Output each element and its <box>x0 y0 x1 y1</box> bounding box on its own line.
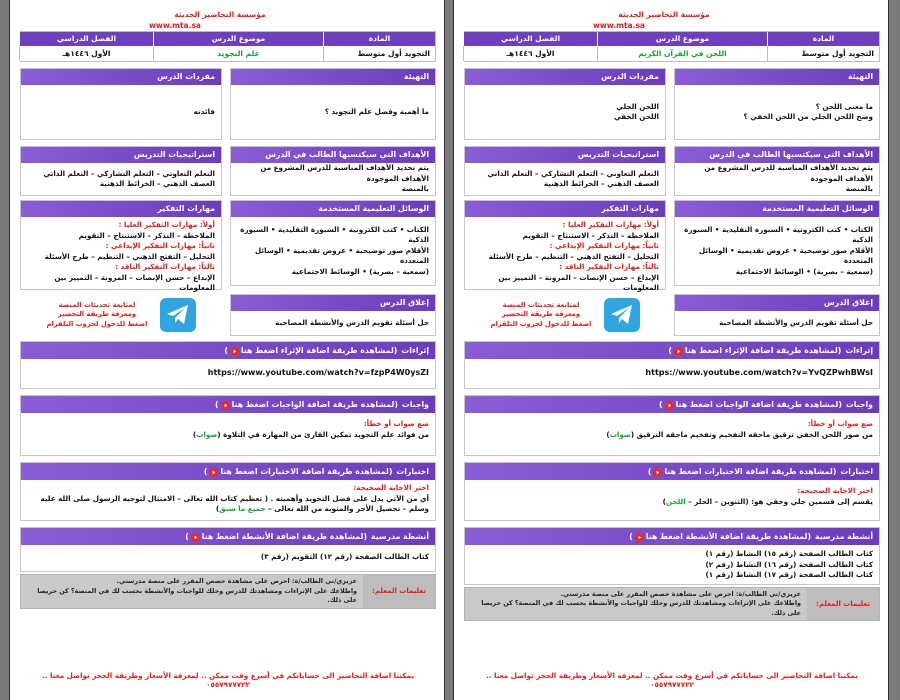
enrichment-section <box>20 341 436 389</box>
tests-answer: جميع ما سبق <box>219 504 266 513</box>
telegram-text[interactable] <box>46 301 147 330</box>
tests-section <box>20 462 436 521</box>
term-value: الأول ١٤٤٦هـ <box>19 46 153 61</box>
strategies-box <box>464 146 666 196</box>
media-content <box>231 217 435 285</box>
activity-line: كتاب الطالب الصفحة (رقم ١٦) النشاط (رقم ٢) <box>705 559 873 569</box>
thinking-group-text: التحليل – التفتح الذهني – التنظيم – طرح الأسئلة <box>44 251 215 261</box>
thinking-group-text: الملاحظة – التذكر – الاستنتاج – التقويم <box>522 230 659 240</box>
strategies-title: استراتيجيات التدريس <box>465 147 665 163</box>
vocab-title: مفردات الدرس <box>465 69 665 85</box>
wide-sections <box>20 341 436 609</box>
activities-howto-link[interactable]: (لمشاهدة طريقة اضافة الأنشطة اضغط هنا <box>201 532 368 541</box>
activities-section <box>464 527 880 585</box>
media-line: الكتاب • كتب الكترونية • السبورة التقليدية • السبورة الذكية <box>684 224 873 245</box>
tests-label: اختر الاجابة الصحيحة: <box>353 483 429 492</box>
thinking-group-text: الإبداع – حسن الإنصات – المرونة – التمييز بين المعلومات <box>498 272 659 292</box>
term-header: الفصل الدراسي <box>463 32 597 46</box>
vocab-content <box>21 85 221 139</box>
closing-text: حل أسئلة تقويم الدرس والأنشطة المصاحبة <box>719 317 873 327</box>
youtube-play-icon[interactable] <box>230 347 239 356</box>
activities-howto-close: ) <box>629 532 633 541</box>
homework-answer: صواب <box>196 429 218 439</box>
homework-section <box>464 395 880 456</box>
lesson-header-table <box>20 31 436 62</box>
homework-content <box>21 413 435 455</box>
activity-line: كتاب الطالب الصفحة (رقم ١٥) النشاط (رقم ١) <box>705 549 873 558</box>
homework-question <box>471 430 873 441</box>
homework-howto-close: ) <box>659 400 663 409</box>
tests-content <box>465 480 879 520</box>
thinking-group-label: ثالثاً: مهارات التفكير الناقد : <box>115 262 215 271</box>
tests-header <box>21 463 435 480</box>
thinking-box <box>464 200 666 290</box>
activities-title: أنشطة مدرسية <box>371 532 429 541</box>
closing-title: إغلاق الدرس <box>231 295 435 311</box>
topic-value: اللحن في القرآن الكريم <box>597 46 767 61</box>
teacher-instructions <box>20 574 436 609</box>
goals-title: الأهداف التي سيكتسبها الطالب في الدرس <box>675 147 879 163</box>
vocab-line: اللحن الجلي <box>616 101 659 111</box>
tests-title: اختبارات <box>396 467 429 476</box>
enrichment-howto-link[interactable]: (لمشاهدة طريقة اضافة الإثراء اضغط هنا <box>684 346 842 355</box>
site-link[interactable]: www.mta.sa <box>593 21 645 30</box>
homework-howto-link[interactable]: (لمشاهدة طريقة اضافة الواجبات اضغط هنا <box>675 400 842 409</box>
closing-content <box>231 311 435 335</box>
org-name: مؤسسة التحاضير الحديثة <box>174 10 266 19</box>
strategies-line: العصف الذهني – الخرائط الذهنية <box>543 179 659 188</box>
activity-line: كتاب الطالب الصفحة (رقم ١٢) التقويم (رقم ٣) <box>260 552 429 561</box>
warmup-box <box>674 68 880 140</box>
vocab-box <box>20 68 222 140</box>
enrichment-title: إثراءات <box>401 346 429 355</box>
media-content <box>675 217 879 285</box>
vocab-line: فائدته <box>193 106 215 116</box>
strategies-line: التعلم التعاوني – التعلم التشاركي – التعلم الذاتي <box>43 168 215 178</box>
telegram-promo[interactable] <box>20 294 222 336</box>
homework-title: واجبات <box>845 400 873 409</box>
enrichment-howto-link[interactable]: (لمشاهدة طريقة اضافة الإثراء اضغط هنا <box>240 346 398 355</box>
topic-header: موضوع الدرس <box>597 32 767 46</box>
strategies-line: التعلم التعاوني – التعلم التشاركي – التعلم الذاتي <box>487 168 659 178</box>
homework-header <box>465 396 879 413</box>
tests-title: اختبارات <box>840 467 873 476</box>
goals-content <box>231 163 435 195</box>
goals-line: بالمنصة <box>845 184 873 194</box>
enrichment-title: إثراءات <box>845 346 873 355</box>
telegram-line[interactable]: اضغط للدخول لجروب التلقرام <box>46 319 148 328</box>
teacher-instructions <box>464 587 880 622</box>
strategies-title: استراتيجيات التدريس <box>21 147 221 163</box>
strategies-content <box>465 163 665 195</box>
media-title: الوسائل التعليمية المستخدمة <box>675 201 879 217</box>
warmup-line: وضح اللحن الجلي من اللحن الخفي ؟ <box>743 112 873 121</box>
tests-section <box>464 462 880 521</box>
thinking-box <box>20 200 222 290</box>
lesson-page-right <box>453 0 889 700</box>
homework-answer: صواب <box>609 429 631 439</box>
tests-howto-close: ) <box>203 467 208 476</box>
telegram-line[interactable]: لمتابعة تحديثات المنصة <box>502 300 580 309</box>
homework-label: ضع صواب أو خطأ: <box>807 419 873 428</box>
tests-howto-link[interactable]: (لمشاهدة طريقة اضافة الاختبارات اضغط هنا <box>220 467 393 476</box>
activity-line: كتاب الطالب الصفحة (رقم ١٧) النشاط (رقم ١) <box>705 570 873 579</box>
instructions-text <box>21 575 363 608</box>
footer-contact: يمكننا اضافة التحاضير الى حساباتكم في أسرع وقت ممكن .. لمعرفة الأسعار وطريقة الحجز تواصل معنا .. ٠٥٥٧٩٧٧٧٢٢ <box>486 671 858 689</box>
homework-header <box>21 396 435 413</box>
media-line: الأقلام صور توضيحية • عروض تقديمية • الوسائل المتعددة <box>699 245 873 266</box>
enrichment-url[interactable]: https://www.youtube.com/watch?v=YvQZPwhBWsI <box>645 368 873 378</box>
instructions-line: واطلاعك على الإثراءات ومشاهدتك للدرس وحلك للواجبات والأنشطة بحسب لك في المنصة؟ كن حريصا على ذلك. <box>481 599 801 617</box>
activities-section <box>20 527 436 572</box>
media-title: الوسائل التعليمية المستخدمة <box>231 201 435 217</box>
warmup-content <box>231 85 435 139</box>
subject-value: التجويد أول متوسط <box>323 46 435 61</box>
vocab-title: مفردات الدرس <box>21 69 221 85</box>
homework-question-end: ) <box>192 429 197 439</box>
enrichment-header <box>465 342 879 359</box>
telegram-line[interactable]: ومعرفة طريقة التحضير <box>501 310 581 319</box>
youtube-play-icon[interactable] <box>635 533 644 542</box>
activities-howto-link[interactable]: (لمشاهدة طريقة اضافة الأنشطة اضغط هنا <box>645 532 812 541</box>
goals-box <box>230 146 436 196</box>
tests-question-text: أي من الآتي يدل على فضل التجويد وأهميته . ( تعظيم كتاب الله تعالى – الامتثال لتوجيه الرسول صلى الله عليه وسلم – تحصيل الأجر والمثوبة من الله تعالى – <box>40 493 429 513</box>
telegram-line[interactable]: اضغط للدخول لجروب التلقرام <box>490 319 592 328</box>
homework-content <box>465 413 879 455</box>
homework-label: ضع صواب أو خطأ: <box>363 419 429 428</box>
strategies-content <box>21 163 221 195</box>
youtube-play-icon[interactable] <box>209 468 218 477</box>
instructions-line: واطلاعك على الإثراءات ومشاهدتك للدرس وحلك للواجبات والأنشطة بحسب لك في المنصة؟ كن حريصا على ذلك. <box>37 586 357 604</box>
activities-header <box>465 528 879 545</box>
site-link[interactable]: www.mta.sa <box>149 21 201 30</box>
closing-title: إغلاق الدرس <box>675 295 879 311</box>
goals-title: الأهداف التي سيكتسبها الطالب في الدرس <box>231 147 435 163</box>
subject-value: التجويد أول متوسط <box>767 46 879 61</box>
activities-title: أنشطة مدرسية <box>815 532 873 541</box>
goals-line: يتم تحديد الأهداف المناسبة للدرس المشروع من الأهداف الموجودة <box>704 163 873 183</box>
warmup-line: ما معنى اللحن ؟ <box>815 101 873 111</box>
activities-content <box>465 545 879 584</box>
thinking-content <box>21 217 221 292</box>
goals-box <box>674 146 880 196</box>
strategies-line: العصف الذهني – الخرائط الذهنية <box>99 179 215 188</box>
homework-title: واجبات <box>401 400 429 409</box>
instructions-line: عزيزي/تي الطالب/ة: احرص على مشاهدة حصص المقرر على منصة مدرستي. <box>116 577 357 585</box>
warmup-content <box>675 85 879 139</box>
youtube-play-icon[interactable] <box>674 347 683 356</box>
org-name: مؤسسة التحاضير الحديثة <box>618 10 710 19</box>
goals-line: يتم تحديد الأهداف المناسبة للدرس المشروع من الأهداف الموجودة <box>260 163 429 183</box>
term-value: الأول ١٤٤٦هـ <box>463 46 597 61</box>
topic-value: علم التجويد <box>153 46 323 61</box>
thinking-content <box>465 217 665 292</box>
enrichment-howto-close: ) <box>224 346 228 355</box>
youtube-play-icon[interactable] <box>653 468 662 477</box>
homework-question-text: من فوائد علم التجويد تمكين القارئ من المهارة في التلاوة ( <box>217 429 429 439</box>
enrichment-content <box>465 359 879 388</box>
homework-question <box>27 430 429 441</box>
media-line: (سمعية – بصرية) • الوسائط الاجتماعية <box>291 266 429 276</box>
enrichment-content <box>21 359 435 388</box>
enrichment-header <box>21 342 435 359</box>
tests-label: اختر الاجابة الصحيحة: <box>797 486 873 495</box>
goals-content <box>675 163 879 195</box>
youtube-play-icon[interactable] <box>191 533 200 542</box>
thinking-group-label: ثانياً: مهارات التفكير الإبداعي : <box>549 241 659 250</box>
vocab-box <box>464 68 666 140</box>
thinking-group-label: ثانياً: مهارات التفكير الإبداعي : <box>105 241 215 250</box>
thinking-title: مهارات التفكير <box>465 201 665 217</box>
tests-question <box>27 494 429 515</box>
telegram-text[interactable] <box>490 301 591 330</box>
tests-answer: اللحن <box>665 496 686 506</box>
goals-line: بالمنصة <box>401 184 429 194</box>
wide-sections <box>464 341 880 621</box>
tests-question-end: ) <box>215 504 220 513</box>
telegram-line[interactable]: لمتابعة تحديثات المنصة <box>58 300 136 309</box>
tests-header <box>465 463 879 480</box>
telegram-promo[interactable] <box>464 294 666 336</box>
homework-section <box>20 395 436 456</box>
enrichment-section <box>464 341 880 389</box>
telegram-line[interactable]: ومعرفة طريقة التحضير <box>57 310 137 319</box>
youtube-play-icon[interactable] <box>665 401 674 410</box>
thinking-group-text: الإبداع – حسن الإنصات – المرونة – التمييز بين المعلومات <box>54 272 215 292</box>
thinking-group-text: الملاحظة – التذكر – الاستنتاج – التقويم <box>78 230 215 240</box>
tests-content <box>21 480 435 520</box>
warmup-line: ما أهمية وفضل علم التجويد ؟ <box>324 106 429 116</box>
closing-content <box>675 311 879 335</box>
activities-header <box>21 528 435 545</box>
instructions-label: تعليمات المعلم: <box>807 588 879 621</box>
warmup-title: التهيئة <box>675 69 879 85</box>
homework-question-text: من صور اللحن الخفي ترقيق ماحقه التفخيم وتفخيم ماحقه الترقيق ( <box>630 429 873 439</box>
tests-question <box>471 497 873 508</box>
closing-box <box>230 294 436 336</box>
subject-header: المادة <box>323 32 435 46</box>
instructions-label: تعليمات المعلم: <box>363 575 435 608</box>
media-line: (سمعية – بصرية) • الوسائط الاجتماعية <box>735 266 873 276</box>
enrichment-url[interactable]: https://www.youtube.com/watch?v=fzpP4W0ysZI <box>207 368 429 378</box>
lesson-page-left <box>9 0 445 700</box>
media-line: الأقلام صور توضيحية • عروض تقديمية • الوسائل المتعددة <box>255 245 429 266</box>
tests-question-text: يقسم إلى قسمين جلي وخفي هو: (التنوين – الحلر – <box>685 496 873 506</box>
instructions-text <box>465 588 807 621</box>
tests-question-end: ) <box>662 496 666 506</box>
media-box <box>674 200 880 286</box>
tests-howto-link[interactable]: (لمشاهدة طريقة اضافة الاختبارات اضغط هنا <box>664 467 837 476</box>
term-header: الفصل الدراسي <box>19 32 153 46</box>
topic-header: موضوع الدرس <box>153 32 323 46</box>
tests-howto-close: ) <box>647 467 652 476</box>
vocab-content <box>465 85 665 139</box>
homework-howto-link[interactable]: (لمشاهدة طريقة اضافة الواجبات اضغط هنا <box>231 400 398 409</box>
media-line: الكتاب • كتب الكترونية • السبورة التقليدية • السبورة الذكية <box>240 224 429 245</box>
media-box <box>230 200 436 286</box>
closing-box <box>674 294 880 336</box>
footer-contact: يمكننا اضافة التحاضير الى حساباتكم في أسرع وقت ممكن .. لمعرفة الأسعار وطريقة الحجز تواصل معنا .. ٠٥٥٧٩٧٧٧٢٢ <box>42 671 414 689</box>
thinking-title: مهارات التفكير <box>21 201 221 217</box>
thinking-group-label: أولاً: مهارات التفكير العليا : <box>562 220 659 229</box>
warmup-box <box>230 68 436 140</box>
thinking-group-label: ثالثاً: مهارات التفكير الناقد : <box>559 262 659 271</box>
closing-text: حل أسئلة تقويم الدرس والأنشطة المصاحبة <box>275 317 429 327</box>
activities-howto-close: ) <box>185 532 189 541</box>
homework-howto-close: ) <box>215 400 219 409</box>
instructions-line: عزيزي/تي الطالب/ة: احرص على مشاهدة حصص المقرر على منصة مدرستي. <box>560 589 801 598</box>
subject-header: المادة <box>767 32 879 46</box>
youtube-play-icon[interactable] <box>221 401 230 410</box>
strategies-box <box>20 146 222 196</box>
thinking-group-label: أولاً: مهارات التفكير العليا : <box>118 220 215 229</box>
telegram-icon[interactable] <box>604 298 640 332</box>
telegram-icon[interactable] <box>160 298 196 332</box>
homework-question-end: ) <box>606 429 610 439</box>
lesson-header-table <box>464 31 880 62</box>
vocab-line: اللحن الخفي <box>613 112 659 121</box>
enrichment-howto-close: ) <box>668 346 672 355</box>
warmup-title: التهيئة <box>231 69 435 85</box>
activities-content <box>21 545 435 571</box>
thinking-group-text: التحليل – التفتح الذهني – التنظيم – طرح الأسئلة <box>488 251 659 261</box>
